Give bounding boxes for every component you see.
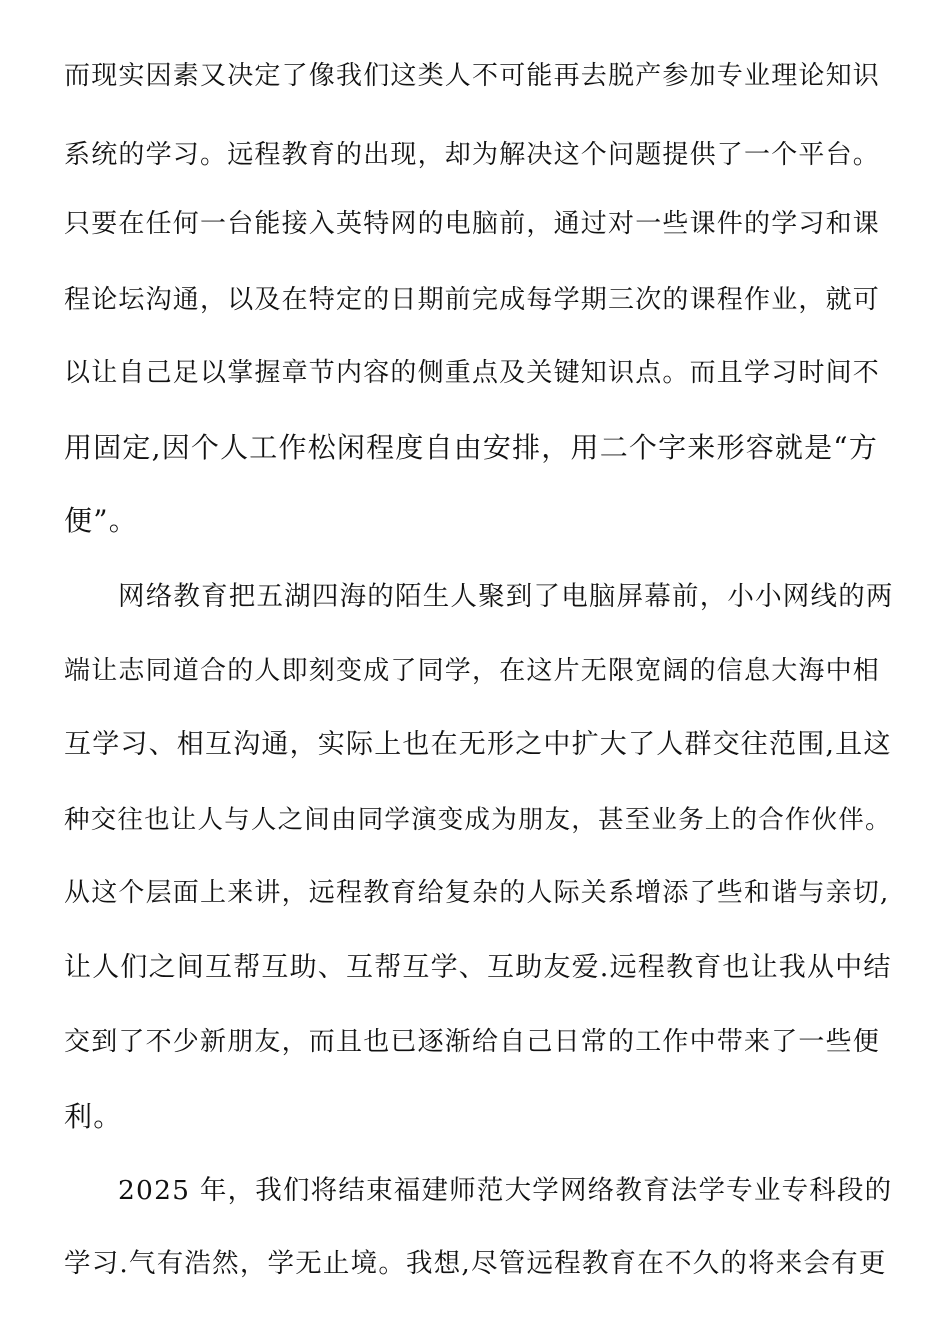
paragraph-2-line-3: 互学习、相互沟通，实际上也在无形之中扩大了人群交往范围,且这	[64, 729, 892, 760]
paragraph-2-line-1: 网络教育把五湖四海的陌生人聚到了电脑屏幕前，小小网线的两	[118, 581, 894, 612]
paragraph-2-line-6: 让人们之间互帮互助、互帮互学、互助友爱.远程教育也让我从中结	[64, 952, 892, 983]
paragraph-2-line-4: 种交往也让人与人之间由同学演变成为朋友，甚至业务上的合作伙伴。	[64, 805, 892, 835]
paragraph-2-line-8: 利。	[64, 1100, 123, 1133]
paragraph-2-line-5: 从这个层面上来讲，远程教育给复杂的人际关系增添了些和谐与亲切,	[64, 878, 890, 908]
paragraph-3-line-1: 2025 年，我们将结束福建师范大学网络教育法学专业专科段的	[118, 1175, 893, 1206]
paragraph-2-line-2: 端让志同道合的人即刻变成了同学，在这片无限宽阔的信息大海中相	[64, 656, 881, 686]
paragraph-1-line-4: 程论坛沟通，以及在特定的日期前完成每学期三次的课程作业，就可	[64, 285, 881, 315]
paragraph-1-line-6: 用固定,因个人工作松闲程度自由安排，用二个字来形容就是“方	[64, 431, 879, 464]
paragraph-1-line-7: 便”。	[64, 504, 138, 537]
paragraph-1-line-1: 而现实因素又决定了像我们这类人不可能再去脱产参加专业理论知识	[64, 61, 881, 91]
paragraph-2-line-7: 交到了不少新朋友，而且也已逐渐给自己日常的工作中带来了一些便	[64, 1027, 881, 1057]
paragraph-3-line-2: 学习.气有浩然，学无止境。我想,尽管远程教育在不久的将来会有更	[64, 1248, 887, 1279]
paragraph-1-line-3: 只要在任何一台能接入英特网的电脑前，通过对一些课件的学习和课	[64, 209, 881, 239]
paragraph-1-line-5: 以让自己足以掌握章节内容的侧重点及关键知识点。而且学习时间不	[64, 358, 881, 388]
paragraph-1-line-2: 系统的学习。远程教育的出现，却为解决这个问题提供了一个平台。	[64, 140, 881, 170]
